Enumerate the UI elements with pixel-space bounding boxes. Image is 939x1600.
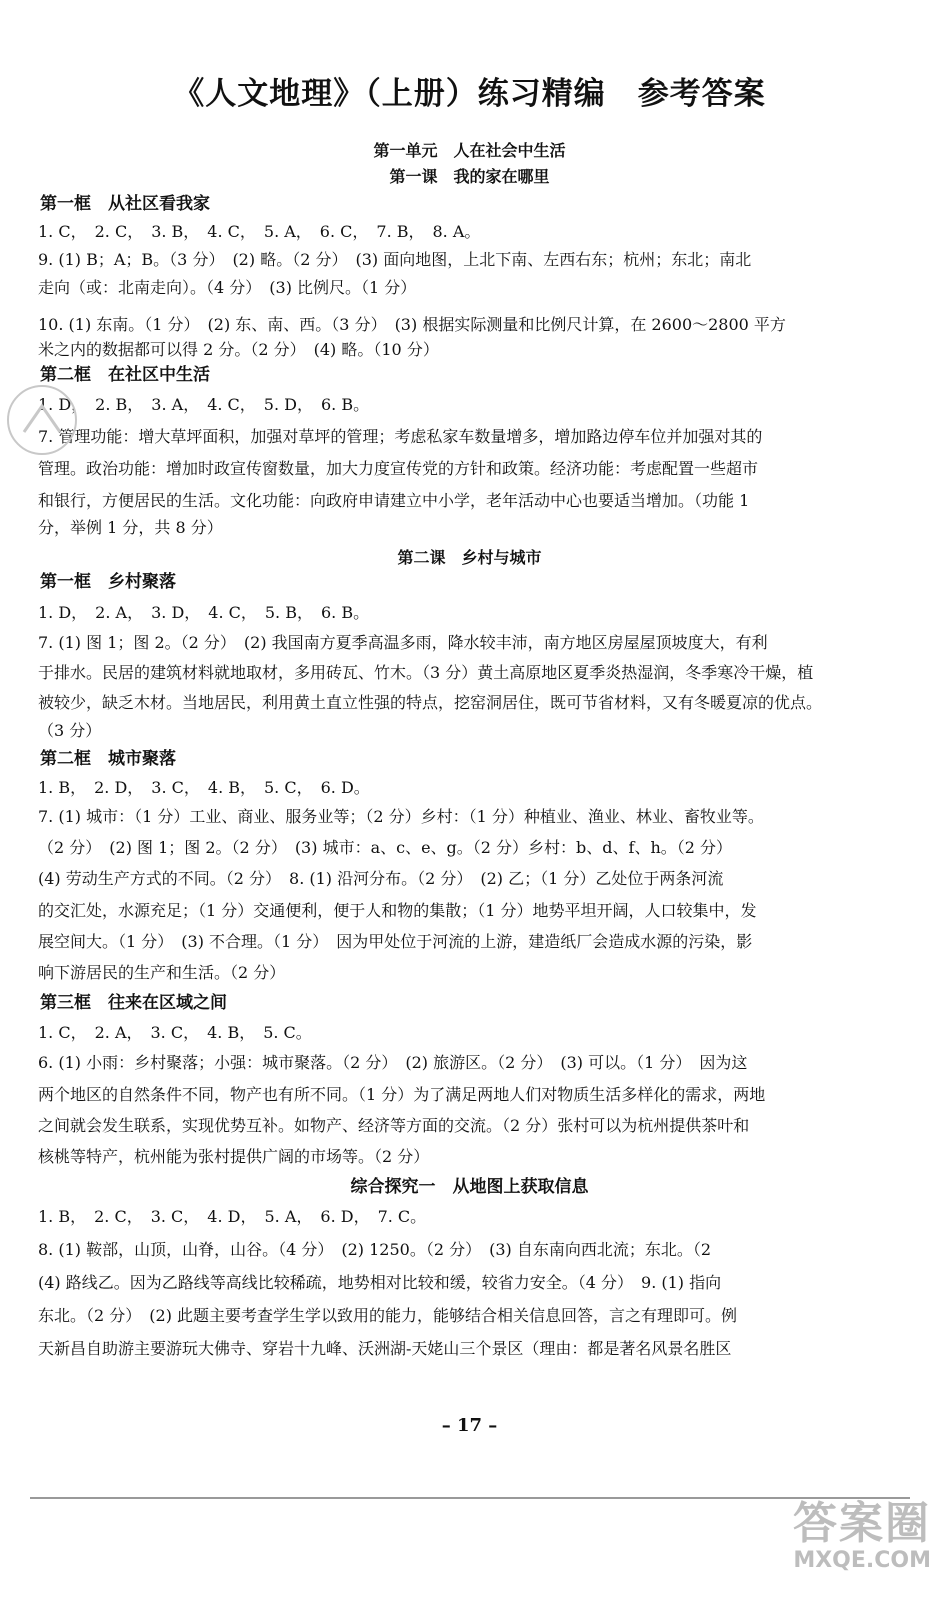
answer-line: 8. (1) 鞍部，山顶，山脊，山谷。（4 分） (2) 1250。（2 分） (3) 自东南向西北流；东北。（2 bbox=[38, 1240, 712, 1259]
answer-line: 6. (1) 小雨：乡村聚落；小强：城市聚落。（2 分） (2) 旅游区。（2 分） (3) 可以。（1 分） 因为这 bbox=[38, 1053, 748, 1072]
answer-line: 展空间大。（1 分） (3) 不合理。（1 分） 因为甲处位于河流的上游，建造纸厂会造成水源的污染，影 bbox=[38, 932, 753, 951]
answer-line: 分，举例 1 分，共 8 分） bbox=[38, 518, 223, 537]
watermark-url: MXQE.COM bbox=[793, 1548, 931, 1573]
answer-line: 1. C， 2. A， 3. C， 4. B， 5. C。 bbox=[38, 1023, 312, 1042]
page-number: – 17 – bbox=[441, 1415, 498, 1436]
answer-line: 1. D， 2. A， 3. D， 4. C， 5. B， 6. B。 bbox=[38, 603, 370, 622]
answer-line: 于排水。民居的建筑材料就地取材，多用砖瓦、竹木。（3 分）黄土高原地区夏季炎热湿润，冬季寒冷干燥，植 bbox=[38, 663, 814, 682]
answer-line: 两个地区的自然条件不同，物产也有所不同。（1 分）为了满足两地人们对物质生活多样化的需求，两地 bbox=[38, 1085, 766, 1104]
page-title: 《人文地理》（上册）练习精编 参考答案 bbox=[173, 76, 766, 112]
answer-line: 走向（或：北南走向）。（4 分） (3) 比例尺。（1 分） bbox=[38, 278, 417, 297]
answer-line: 管理。政治功能：增加时政宣传窗数量，加大力度宣传党的方针和政策。经济功能：考虑配置一些超市 bbox=[38, 459, 759, 478]
answer-line: 被较少，缺乏木材。当地居民，利用黄土直立性强的特点，挖窑洞居住，既可节省材料，又有冬暖夏凉的优点。 bbox=[38, 693, 823, 712]
answer-line: 1. B， 2. C， 3. C， 4. D， 5. A， 6. D， 7. C。 bbox=[38, 1207, 427, 1226]
answer-line: 天新昌自助游主要游玩大佛寺、穿岩十九峰、沃洲湖-天姥山三个景区（理由：都是著名风景名胜区 bbox=[38, 1339, 732, 1358]
section-heading-1-2: 第二框 在社区中生活 bbox=[40, 365, 210, 385]
watermark-logo bbox=[771, 1500, 931, 1590]
explore-heading: 综合探究一 从地图上获取信息 bbox=[350, 1177, 589, 1197]
answer-line: 的交汇处，水源充足；（1 分）交通便利，便于人和物的集散；（1 分）地势平坦开阔，人口较集中，发 bbox=[38, 901, 757, 920]
answer-line: (4) 路线乙。因为乙路线等高线比较稀疏，地势相对比较和缓，较省力安全。（4 分） 9. (1) 指向 bbox=[38, 1273, 722, 1292]
answer-line: （2 分） (2) 图 1；图 2。（2 分） (3) 城市：a、c、e、g。（2 分）乡村：b、d、f、h。（2 分） bbox=[38, 838, 733, 857]
answer-line: 1. C， 2. C， 3. B， 4. C， 5. A， 6. C， 7. B， 8. A。 bbox=[38, 222, 481, 241]
answer-line: 10. (1) 东南。（1 分） (2) 东、南、西。（3 分） (3) 根据实际测量和比例尺计算，在 2600～2800 平方 bbox=[38, 315, 786, 334]
answer-line: 7. (1) 图 1；图 2。（2 分） (2) 我国南方夏季高温多雨，降水较丰沛，南方地区房屋屋顶坡度大，有利 bbox=[38, 633, 768, 652]
answer-line: (4) 劳动生产方式的不同。（2 分） 8. (1) 沿河分布。（2 分） (2) 乙；（1 分）乙处位于两条河流 bbox=[38, 869, 724, 888]
section-heading-2-2: 第二框 城市聚落 bbox=[40, 749, 176, 769]
answer-line: 和银行，方便居民的生活。文化功能：向政府申请建立中小学，老年活动中心也要适当增加。（功能 1 bbox=[38, 491, 750, 510]
answer-line: 9. (1) B；A；B。（3 分） (2) 略。（2 分） (3) 面向地图，上北下南、左西右东；杭州；东北；南北 bbox=[38, 250, 752, 269]
lesson-heading-2: 第二课 乡村与城市 bbox=[397, 548, 542, 567]
section-heading-1-1: 第一框 从社区看我家 bbox=[40, 194, 210, 214]
bottom-rule bbox=[30, 1497, 910, 1499]
answer-line: （3 分） bbox=[38, 721, 102, 740]
answer-line: 1. B， 2. D， 3. C， 4. B， 5. C， 6. D。 bbox=[38, 778, 370, 797]
answer-line: 东北。（2 分） (2) 此题主要考查学生学以致用的能力，能够结合相关信息回答，言之有理即可。例 bbox=[38, 1306, 738, 1325]
stamp-mark bbox=[2, 380, 92, 470]
lesson-heading-1: 第一课 我的家在哪里 bbox=[389, 167, 550, 186]
answer-line: 之间就会发生联系，实现优势互补。如物产、经济等方面的交流。（2 分）张村可以为杭州提供茶叶和 bbox=[38, 1116, 750, 1135]
section-heading-2-3: 第三框 往来在区域之间 bbox=[40, 993, 227, 1013]
answer-line: 响下游居民的生产和生活。（2 分） bbox=[38, 963, 286, 982]
answer-line: 米之内的数据都可以得 2 分。（2 分） (4) 略。（10 分） bbox=[38, 340, 439, 359]
answer-line: 7. (1) 城市：（1 分）工业、商业、服务业等；（2 分）乡村：（1 分）种植业、渔业、林业、畜牧业等。 bbox=[38, 807, 764, 826]
watermark-text: 答案圈 bbox=[793, 1498, 931, 1549]
answer-line: 7. 管理功能：增大草坪面积，加强对草坪的管理；考虑私家车数量增多，增加路边停车位并加强对其的 bbox=[38, 427, 763, 446]
answer-line: 核桃等特产，杭州能为张村提供广阔的市场等。（2 分） bbox=[38, 1147, 430, 1166]
unit-heading: 第一单元 人在社会中生活 bbox=[373, 141, 566, 160]
section-heading-2-1: 第一框 乡村聚落 bbox=[40, 572, 176, 592]
answer-line: 1. D， 2. B， 3. A， 4. C， 5. D， 6. B。 bbox=[38, 395, 370, 414]
